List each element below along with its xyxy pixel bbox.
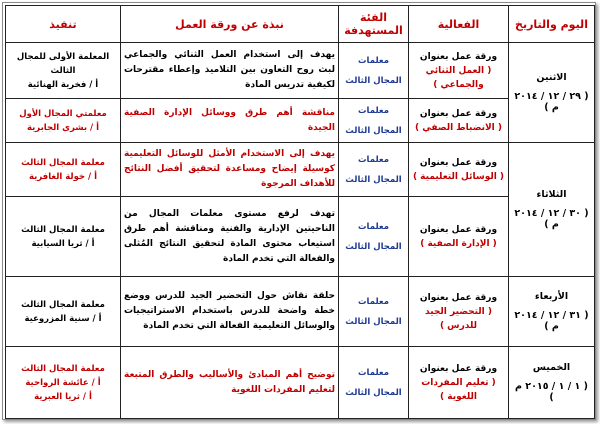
day-date: ( ١ / ١ / ٢٠١٥ م ) [515, 381, 588, 403]
audience-line-1: معلمات [358, 367, 389, 378]
goal-cell: مناقشة أهم طرق ووسائل الإدارة الصفية الجيدة [121, 99, 339, 143]
implementer-role: معلمة المجال الثالث [21, 363, 105, 374]
audience-line-2: المجال الثالث [345, 125, 402, 136]
activity-name: ( العمل الثنائي والجماعي ) [425, 65, 492, 90]
audience-line-1: معلمات [358, 154, 389, 165]
goal-cell: حلقة نقاش حول التحضير الجيد للدرس ووضع خطة واضحة للدرس باستخدام الاستراتيجيات والوسائل التعليمية الفعالة التي تخدم المادة [121, 277, 339, 347]
implementer-name: أ / عائشة الرواحية [25, 377, 101, 388]
goal-cell: يهدف إلى استخدام العمل الثنائي والجماعي لبث روح التعاون بين التلاميذ وإعطاء مقترحات لكيفية تدريس المادة [121, 43, 339, 99]
audience-cell [339, 197, 409, 277]
header-goal: نبذة عن ورقة العمل [121, 6, 339, 43]
audience-line-2: المجال الثالث [345, 174, 402, 185]
implementer-name: أ / خولة الغافرية [29, 171, 97, 182]
header-implementer: تنفيذ [6, 6, 121, 43]
table-row [6, 143, 595, 197]
audience-line-2: المجال الثالث [345, 75, 402, 86]
audience-line-2: المجال الثالث [345, 316, 402, 327]
activity-name: ( الإدارة الصفية ) [420, 238, 497, 249]
goal-cell: توضيح أهم المبادئ والأساليب والطرق المتبعة لتعليم المفردات اللغوية [121, 347, 339, 419]
header-row [6, 6, 595, 43]
activity-name: ( التحضير الجيد للدرس ) [425, 306, 492, 331]
audience-line-2: المجال الثالث [345, 241, 402, 252]
day-name: الأربعاء [534, 291, 569, 302]
implementer-role: معلمة المجال الثالث [21, 299, 105, 310]
table-row [6, 347, 595, 419]
table-row [6, 197, 595, 277]
implementer-cell [6, 43, 121, 99]
table-row [6, 43, 595, 99]
goal-cell: تهدف لرفع مستوى معلمات المجال من الناحيتين الإدارية والفنية ومناقشة أهم طرق استيعاب محتوى المادة لتحقيق النتائج المُثلى والفعالة التي تخدم المادة [121, 197, 339, 277]
activity-cell [409, 143, 509, 197]
day-cell-tuesday [509, 143, 595, 277]
implementer-role: معلمتي المجال الأول [19, 108, 107, 119]
goal-cell: يهدف إلى الاستخدام الأمثل للوسائل التعليمية كوسيلة إيضاح ومساعدة لتحقيق أفضل النتائج للأهداف المرجوة [121, 143, 339, 197]
day-name: الاثنين [536, 72, 567, 83]
day-cell-wednesday [509, 277, 595, 347]
activity-cell [409, 99, 509, 143]
audience-line-2: المجال الثالث [345, 387, 402, 398]
activity-title: ورقة عمل بعنوان [419, 292, 498, 303]
header-activity: الفعالية [409, 6, 509, 43]
implementer-cell [6, 347, 121, 419]
activity-title: ورقة عمل بعنوان [419, 157, 498, 168]
table-row [6, 277, 595, 347]
implementer-role: معلمة المجال الثالث [21, 157, 105, 168]
workshop-schedule-table [5, 5, 595, 419]
implementer-name: أ / سنية المزروعية [24, 313, 102, 324]
implementer-name: أ / ثريا العبرية [34, 391, 92, 402]
day-cell-thursday [509, 347, 595, 419]
implementer-cell [6, 143, 121, 197]
day-name: الخميس [532, 362, 571, 373]
implementer-role: المعلمة الأولى للمجال الثالث [16, 51, 110, 76]
implementer-name: أ / ثريا السيابية [31, 238, 95, 249]
audience-line-1: معلمات [358, 296, 389, 307]
day-date: ( ٣١ / ١٢ / ٢٠١٤ م ) [514, 310, 589, 332]
activity-title: ورقة عمل بعنوان [419, 108, 498, 119]
audience-cell [339, 43, 409, 99]
activity-cell [409, 277, 509, 347]
day-cell-monday [509, 43, 595, 143]
activity-cell [409, 347, 509, 419]
audience-cell [339, 347, 409, 419]
header-audience: الفئة المستهدفة [339, 6, 409, 43]
activity-title: ورقة عمل بعنوان [419, 363, 498, 374]
table-row [6, 99, 595, 143]
activity-title: ورقة عمل بعنوان [419, 224, 498, 235]
day-date: ( ٣٠ / ١٢ / ٢٠١٤ م ) [514, 208, 589, 230]
audience-line-1: معلمات [358, 221, 389, 232]
implementer-role: معلمة المجال الثالث [21, 224, 105, 235]
audience-cell [339, 99, 409, 143]
implementer-cell [6, 99, 121, 143]
audience-line-1: معلمات [358, 55, 389, 66]
implementer-name: أ / بشرى الجابرية [26, 122, 100, 133]
implementer-cell [6, 197, 121, 277]
activity-name: ( الانضباط الصفي ) [415, 122, 502, 133]
audience-line-1: معلمات [358, 105, 389, 116]
activity-name: ( الوسائل التعليمية ) [412, 171, 505, 182]
audience-cell [339, 143, 409, 197]
implementer-cell [6, 277, 121, 347]
header-day-date: اليوم والتاريخ [509, 6, 595, 43]
implementer-name: أ / فخرية الهنائية [27, 79, 99, 90]
activity-cell [409, 197, 509, 277]
day-name: الثلاثاء [536, 189, 567, 200]
day-date: ( ٢٩ / ١٢ / ٢٠١٤ م ) [514, 91, 589, 113]
activity-name: ( تعليم المفردات اللغوية ) [421, 377, 496, 402]
activity-cell [409, 43, 509, 99]
activity-title: ورقة عمل بعنوان [419, 51, 498, 62]
audience-cell [339, 277, 409, 347]
